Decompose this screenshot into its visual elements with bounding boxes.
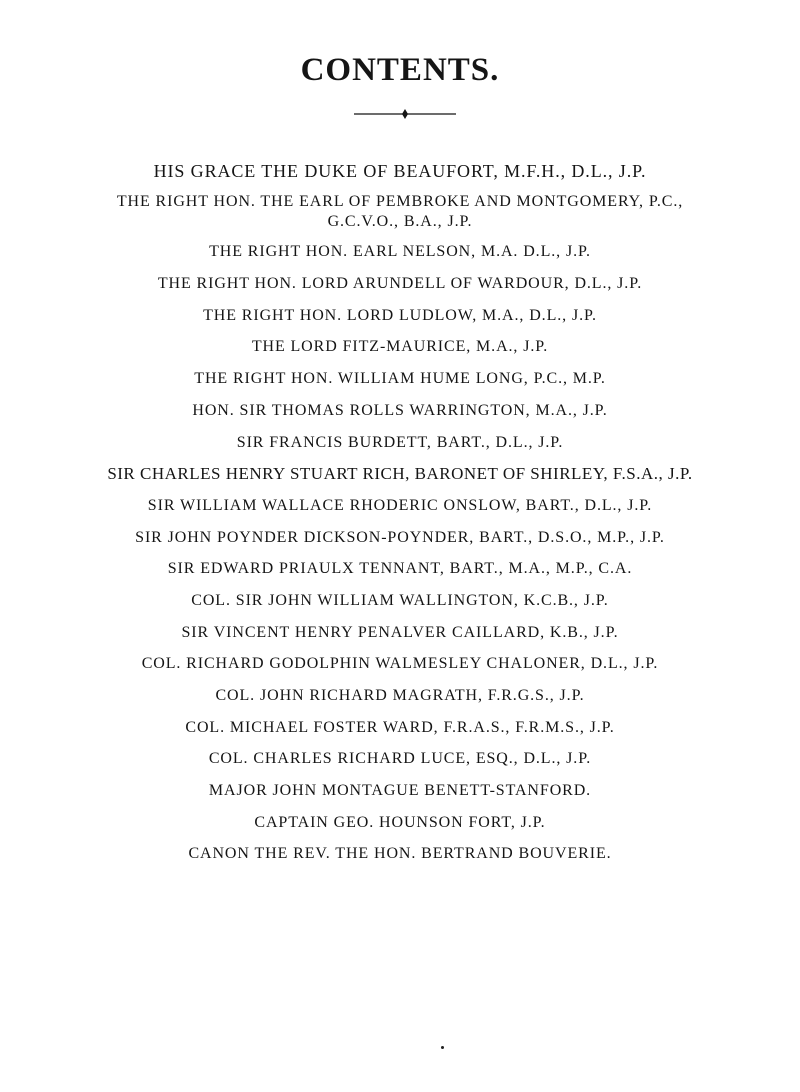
contents-entry — [0, 432, 800, 454]
ornament-divider — [352, 106, 458, 122]
contents-entry — [0, 400, 800, 422]
entry-text: COL. RICHARD GODOLPHIN WALMESLEY CHALONER, D.L., J.P. — [141, 655, 659, 673]
contents-entry — [0, 780, 800, 802]
contents-entry — [0, 273, 800, 295]
contents-entry — [0, 590, 800, 612]
entry-text: THE RIGHT HON. EARL NELSON, M.A. D.L., J.P. — [209, 243, 591, 261]
entry-text: THE RIGHT HON. LORD LUDLOW, M.A., D.L., J.P. — [203, 306, 597, 324]
entry-text: SIR CHARLES HENRY STUART RICH, BARONET OF SHIRLEY, F.S.A., J.P. — [107, 464, 693, 484]
entry-text: COL. SIR JOHN WILLIAM WALLINGTON, K.C.B., J.P. — [191, 591, 609, 609]
contents-entry — [0, 241, 800, 263]
entry-text: SIR JOHN POYNDER DICKSON-POYNDER, BART., D.S.O., M.P., J.P. — [135, 528, 665, 546]
contents-entry — [0, 812, 800, 834]
entry-text: SIR EDWARD PRIAULX TENNANT, BART., M.A., M.P., C.A. — [167, 560, 633, 578]
contents-entry — [0, 685, 800, 707]
entry-text: MAJOR JOHN MONTAGUE BENETT-STANFORD. — [208, 782, 592, 800]
entry-text: COL. CHARLES RICHARD LUCE, ESQ., D.L., J.P. — [208, 750, 592, 768]
entry-text: SIR VINCENT HENRY PENALVER CAILLARD, K.B., J.P. — [181, 623, 619, 641]
entry-text-continuation: G.C.V.O., B.A., J.P. — [327, 212, 473, 230]
entry-text: THE RIGHT HON. THE EARL OF PEMBROKE AND MONTGOMERY, P.C., — [116, 192, 684, 210]
entry-text: COL. MICHAEL FOSTER WARD, F.R.A.S., F.R.M.S., J.P. — [185, 718, 615, 736]
entry-text: THE RIGHT HON. WILLIAM HUME LONG, P.C., M.P. — [194, 370, 606, 388]
contents-entry — [0, 368, 800, 390]
contents-entry — [0, 717, 800, 739]
contents-entry — [0, 495, 800, 517]
entry-text: THE LORD FITZ-MAURICE, M.A., J.P. — [251, 338, 549, 356]
page-title: CONTENTS. — [300, 52, 500, 89]
entry-text: SIR FRANCIS BURDETT, BART., D.L., J.P. — [236, 433, 564, 451]
entry-text: CAPTAIN GEO. HOUNSON FORT, J.P. — [254, 813, 546, 831]
entry-text: SIR WILLIAM WALLACE RHODERIC ONSLOW, BART., D.L., J.P. — [147, 496, 653, 514]
entry-text: CANON THE REV. THE HON. BERTRAND BOUVERIE. — [188, 845, 612, 863]
contents-entry — [0, 160, 800, 182]
contents-entry — [0, 558, 800, 580]
contents-entry — [0, 336, 800, 358]
entry-text: HON. SIR THOMAS ROLLS WARRINGTON, M.A., J.P. — [192, 401, 608, 419]
contents-entry — [0, 843, 800, 865]
contents-entry — [0, 527, 800, 549]
contents-entry — [0, 305, 800, 327]
entry-text: COL. JOHN RICHARD MAGRATH, F.R.G.S., J.P. — [215, 687, 585, 704]
contents-entry — [0, 653, 800, 675]
contents-entry — [0, 748, 800, 770]
contents-list — [0, 160, 800, 875]
contents-entry — [0, 192, 800, 232]
page-mark — [441, 1046, 444, 1049]
contents-entry — [0, 622, 800, 644]
entry-text: HIS GRACE THE DUKE OF BEAUFORT, M.F.H., D.L., J.P. — [153, 161, 647, 181]
entry-text: THE RIGHT HON. LORD ARUNDELL OF WARDOUR, D.L., J.P. — [157, 275, 643, 293]
contents-entry — [0, 463, 800, 485]
